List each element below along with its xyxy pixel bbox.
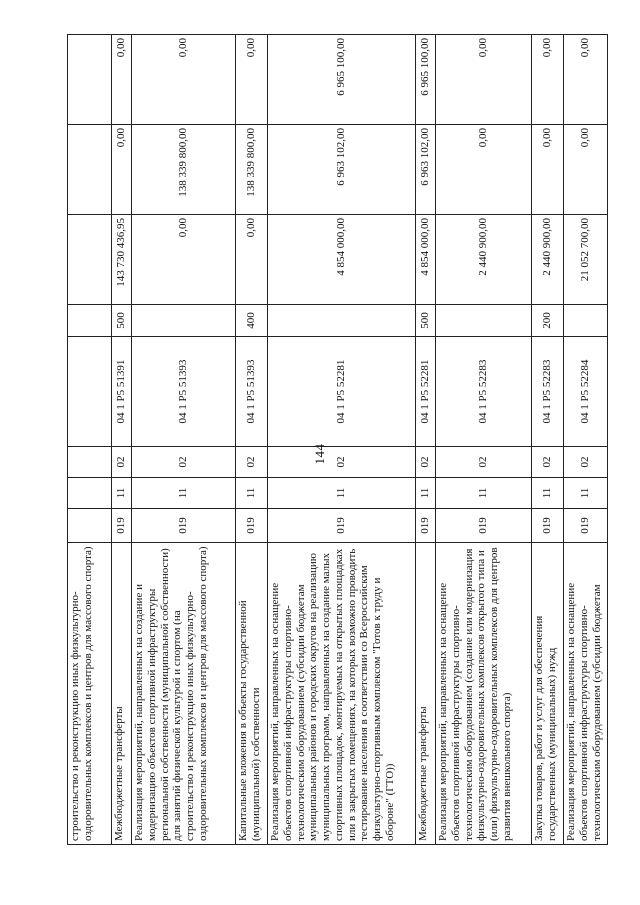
subsection-code: 02 xyxy=(236,447,268,478)
amount-year-2: 6 963 102,00 xyxy=(268,125,416,215)
amount-year-2 xyxy=(68,125,112,215)
table-row xyxy=(68,35,112,845)
grbs-code xyxy=(68,509,112,543)
amount-year-2: 0,00 xyxy=(436,125,532,215)
table-row xyxy=(132,35,236,845)
table-row xyxy=(532,35,564,845)
row-name: Реализация мероприятий, направленных на создание и модернизацию объектов спортивной инфраструктуры региональной собственности (муниципальной собственности) для занятий физической культурой и спортом (на строительство и реконструкцию иных физкультурно-оздоровительных комплексов и центров для массового спорта) xyxy=(132,543,236,845)
table-row xyxy=(564,35,608,845)
amount-year-3: 0,00 xyxy=(532,35,564,125)
table-row xyxy=(416,35,436,845)
row-name: Реализация мероприятий, направленных на оснащение объектов спортивной инфраструктуры спортивно-технологическим оборудованием (субсидии бюджетам муниципальных районов и городских округов на реализацию муниципальных программ, направленных на создание малых спортивных площадок, монтируемых на открытых площадках или в закрытых помещениях, на которых возможно проводить тестирование населения в соответствии со Всероссийским физкультурно-спортивным комплексом "Готов к труду и обороне" (ГТО)) xyxy=(268,543,416,845)
budget-table xyxy=(67,34,608,845)
table-row xyxy=(436,35,532,845)
expense-type-code: 500 xyxy=(416,305,436,337)
amount-year-2: 138 339 800,00 xyxy=(236,125,268,215)
amount-year-1: 21 052 700,00 xyxy=(564,215,608,305)
section-code: 11 xyxy=(532,478,564,509)
subsection-code: 02 xyxy=(564,447,608,478)
target-article-code: 04 1 P5 52281 xyxy=(416,337,436,447)
grbs-code: 019 xyxy=(416,509,436,543)
section-code: 11 xyxy=(132,478,236,509)
subsection-code: 02 xyxy=(532,447,564,478)
amount-year-3 xyxy=(68,35,112,125)
amount-year-3: 6 965 100,00 xyxy=(268,35,416,125)
amount-year-3: 0,00 xyxy=(112,35,132,125)
amount-year-1: 143 730 436,95 xyxy=(112,215,132,305)
amount-year-1 xyxy=(68,215,112,305)
amount-year-3: 0,00 xyxy=(436,35,532,125)
grbs-code: 019 xyxy=(532,509,564,543)
amount-year-2: 138 339 800,00 xyxy=(132,125,236,215)
grbs-code: 019 xyxy=(268,509,416,543)
expense-type-code: 200 xyxy=(532,305,564,337)
amount-year-2: 0,00 xyxy=(564,125,608,215)
target-article-code: 04 1 P5 51393 xyxy=(236,337,268,447)
expense-type-code xyxy=(564,305,608,337)
budget-table-container xyxy=(67,35,607,845)
amount-year-1: 0,00 xyxy=(236,215,268,305)
amount-year-3: 0,00 xyxy=(236,35,268,125)
amount-year-3: 0,00 xyxy=(564,35,608,125)
amount-year-2: 6 963 102,00 xyxy=(416,125,436,215)
subsection-code xyxy=(68,447,112,478)
subsection-code: 02 xyxy=(112,447,132,478)
table-row xyxy=(268,35,416,845)
section-code: 11 xyxy=(416,478,436,509)
target-article-code xyxy=(68,337,112,447)
amount-year-1: 4 854 000,00 xyxy=(268,215,416,305)
table-row xyxy=(112,35,132,845)
subsection-code: 02 xyxy=(268,447,416,478)
target-article-code: 04 1 P5 51393 xyxy=(132,337,236,447)
amount-year-3: 6 965 100,00 xyxy=(416,35,436,125)
expense-type-code xyxy=(68,305,112,337)
section-code: 11 xyxy=(112,478,132,509)
row-name: строительство и реконструкцию иных физкультурно-оздоровительных комплексов и центров для массового спорта) xyxy=(68,543,112,845)
target-article-code: 04 1 P5 51391 xyxy=(112,337,132,447)
grbs-code: 019 xyxy=(132,509,236,543)
section-code: 11 xyxy=(268,478,416,509)
expense-type-code: 500 xyxy=(112,305,132,337)
grbs-code: 019 xyxy=(236,509,268,543)
row-name: Реализация мероприятий, направленных на оснащение объектов спортивной инфраструктуры спортивно-технологическим оборудованием (создание или модернизация физкультурно-оздоровительных комплексов открытого типа и (или) физкультурно-оздоровительных комплексов для центров развития внешкольного спорта) xyxy=(436,543,532,845)
row-name: Реализация мероприятий, направленных на оснащение объектов спортивной инфраструктуры спортивно-технологическим оборудованием (субсидии бюджетам xyxy=(564,543,608,845)
expense-type-code: 400 xyxy=(236,305,268,337)
grbs-code: 019 xyxy=(436,509,532,543)
expense-type-code xyxy=(268,305,416,337)
table-row xyxy=(236,35,268,845)
target-article-code: 04 1 P5 52283 xyxy=(532,337,564,447)
row-name: Межбюджетные трансферты xyxy=(112,543,132,845)
target-article-code: 04 1 P5 52283 xyxy=(436,337,532,447)
target-article-code: 04 1 P5 52281 xyxy=(268,337,416,447)
grbs-code: 019 xyxy=(564,509,608,543)
row-name: Закупка товаров, работ и услуг для обеспечения государственных (муниципальных) нужд xyxy=(532,543,564,845)
amount-year-1: 4 854 000,00 xyxy=(416,215,436,305)
expense-type-code xyxy=(132,305,236,337)
section-code: 11 xyxy=(436,478,532,509)
subsection-code: 02 xyxy=(436,447,532,478)
amount-year-3: 0,00 xyxy=(132,35,236,125)
amount-year-2: 0,00 xyxy=(532,125,564,215)
target-article-code: 04 1 P5 52284 xyxy=(564,337,608,447)
subsection-code: 02 xyxy=(416,447,436,478)
amount-year-1: 2 440 900,00 xyxy=(436,215,532,305)
amount-year-2: 0,00 xyxy=(112,125,132,215)
section-code xyxy=(68,478,112,509)
expense-type-code xyxy=(436,305,532,337)
section-code: 11 xyxy=(236,478,268,509)
row-name: Капитальные вложения в объекты государственной (муниципальной) собственности xyxy=(236,543,268,845)
page-number: 144 xyxy=(312,443,327,465)
section-code: 11 xyxy=(564,478,608,509)
grbs-code: 019 xyxy=(112,509,132,543)
amount-year-1: 0,00 xyxy=(132,215,236,305)
subsection-code: 02 xyxy=(132,447,236,478)
row-name: Межбюджетные трансферты xyxy=(416,543,436,845)
amount-year-1: 2 440 900,00 xyxy=(532,215,564,305)
